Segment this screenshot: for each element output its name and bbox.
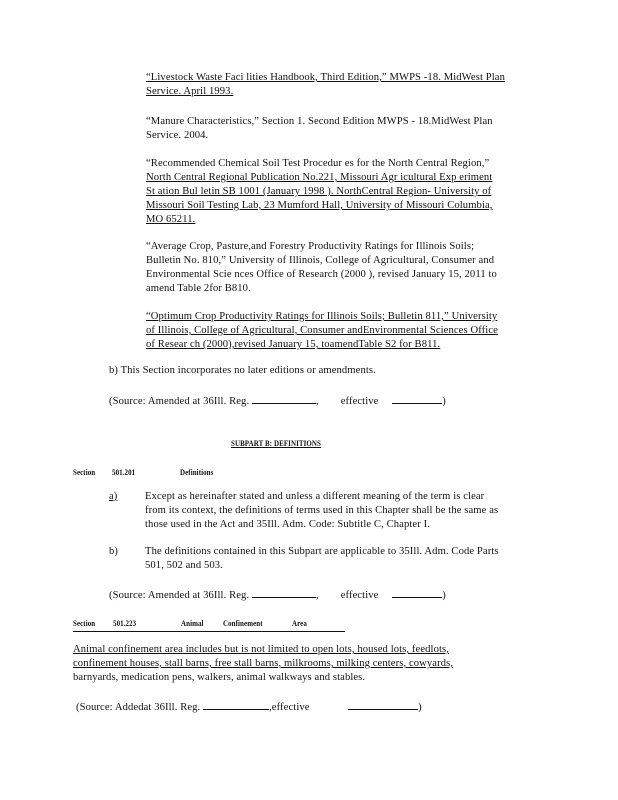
subsection-b-line-1: The definitions contained in this Subpart are applicable to 35Ill. Adm. Code Parts bbox=[145, 546, 499, 557]
source-note-3-reg-blank bbox=[203, 699, 269, 710]
subpart-heading: SUBPART B: DEFINITIONS bbox=[231, 438, 321, 448]
source-note-1-effective-blank bbox=[392, 393, 442, 404]
animal-confinement-line-1: Animal confinement area includes but is not limited to open lots, housed lots, feedlots, bbox=[73, 644, 449, 655]
source-note-2-effective: effective bbox=[340, 590, 379, 601]
reference-4-line-3: Environmental Scie nces Office of Research (2000 ), revised January 15, 2011 to bbox=[146, 269, 497, 280]
reference-3-line-1: “Recommended Chemical Soil Test Procedur es for the North Central Region,” bbox=[146, 158, 490, 169]
section-201-title: Definitions bbox=[180, 467, 214, 477]
section-223-title-animal: Animal bbox=[181, 618, 204, 628]
source-note-3-effective: ,effective bbox=[269, 702, 310, 713]
reference-5-line-1: “Optimum Crop Productivity Ratings for Illinois Soils; Bulletin 811,” University bbox=[146, 311, 498, 322]
reference-4-line-2: Bulletin No. 810,” University of Illinois, College of Agricultural, Consumer and bbox=[146, 255, 495, 266]
subsection-a-line-2: from its context, the definitions of terms used in this Chapter shall be the same as bbox=[145, 505, 499, 516]
section-223-word: Section bbox=[73, 618, 96, 628]
reference-3-line-5: MO 65211. bbox=[146, 214, 196, 225]
subsection-a-line-3: those used in the Act and 35Ill. Adm. Code: Subtitle C, Chapter I. bbox=[145, 519, 430, 530]
subsection-b-line-2: 501, 502 and 503. bbox=[145, 560, 223, 571]
source-note-2-reg-blank bbox=[252, 587, 316, 598]
source-note-3-effective-blank bbox=[348, 699, 418, 710]
source-note-1-close: ) bbox=[442, 396, 446, 407]
section-223-title-area: Area bbox=[292, 618, 307, 628]
animal-confinement-line-2: confinement houses, stall barns, free stall barns, milkrooms, milking centers, cowyards, bbox=[73, 658, 454, 669]
source-note-1 bbox=[109, 393, 446, 409]
subsection-a-line-1: Except as hereinafter stated and unless a different meaning of the term is clear bbox=[145, 491, 485, 502]
section-223-title-confinement: Confinement bbox=[223, 618, 263, 628]
source-note-2-comma: , bbox=[315, 590, 319, 601]
source-note-1-reg-blank bbox=[252, 393, 316, 404]
reference-5-line-3: of Resear ch (2000),revised January 15, toamendTable S2 for B811. bbox=[146, 339, 441, 350]
source-note-2-prefix: (Source: Amended at 36Ill. Reg. bbox=[109, 590, 250, 601]
reference-4-line-4: amend Table 2for B810. bbox=[146, 283, 251, 294]
source-note-1-prefix: (Source: Amended at 36Ill. Reg. bbox=[109, 396, 250, 407]
subsection-a-marker: a) bbox=[109, 491, 118, 502]
subsection-b-marker: b) bbox=[109, 546, 119, 557]
source-note-1-comma: , bbox=[315, 396, 319, 407]
animal-confinement-line-3: barnyards, medication pens, walkers, animal walkways and stables. bbox=[73, 672, 366, 683]
reference-3-line-4: Missouri Soil Testing Lab, 23 Mumford Hall, University of Missouri Columbia, bbox=[146, 200, 493, 211]
section-201-word: Section bbox=[73, 467, 96, 477]
reference-1-line-1: “Livestock Waste Faci lities Handbook, Third Edition,” MWPS -18. MidWest Plan bbox=[146, 72, 505, 83]
section-223-number: 501.223 bbox=[113, 618, 137, 628]
source-note-3-prefix: (Source: Addedat 36Ill. Reg. bbox=[76, 702, 201, 713]
reference-5-line-2: of Illinois, College of Agricultural, Consumer andEnvironmental Sciences Office bbox=[146, 325, 498, 336]
source-note-3-close: ) bbox=[418, 702, 422, 713]
source-note-2-close: ) bbox=[442, 590, 446, 601]
section-223-heading bbox=[73, 616, 345, 632]
source-note-2-effective-blank bbox=[392, 587, 442, 598]
reference-3-line-2: North Central Regional Publication No.221, Missouri Agr icultural Exp eriment bbox=[146, 172, 493, 183]
reference-2-line-2: Service. 2004. bbox=[146, 130, 209, 141]
reference-2-line-1: “Manure Characteristics,” Section 1. Second Edition MWPS - 18.MidWest Plan bbox=[146, 116, 493, 127]
section-201-number: 501.201 bbox=[112, 467, 136, 477]
reference-3-line-3: St ation Bul letin SB 1001 (January 1998 ). NorthCentral Region- University of bbox=[146, 186, 492, 197]
source-note-3 bbox=[76, 699, 422, 715]
source-note-1-effective: effective bbox=[340, 396, 379, 407]
reference-1-line-2: Service. April 1993. bbox=[146, 86, 234, 97]
source-note-2 bbox=[109, 587, 446, 603]
incorporation-statement: b) This Section incorporates no later editions or amendments. bbox=[109, 365, 376, 376]
reference-4-line-1: “Average Crop, Pasture,and Forestry Productivity Ratings for Illinois Soils; bbox=[146, 241, 475, 252]
